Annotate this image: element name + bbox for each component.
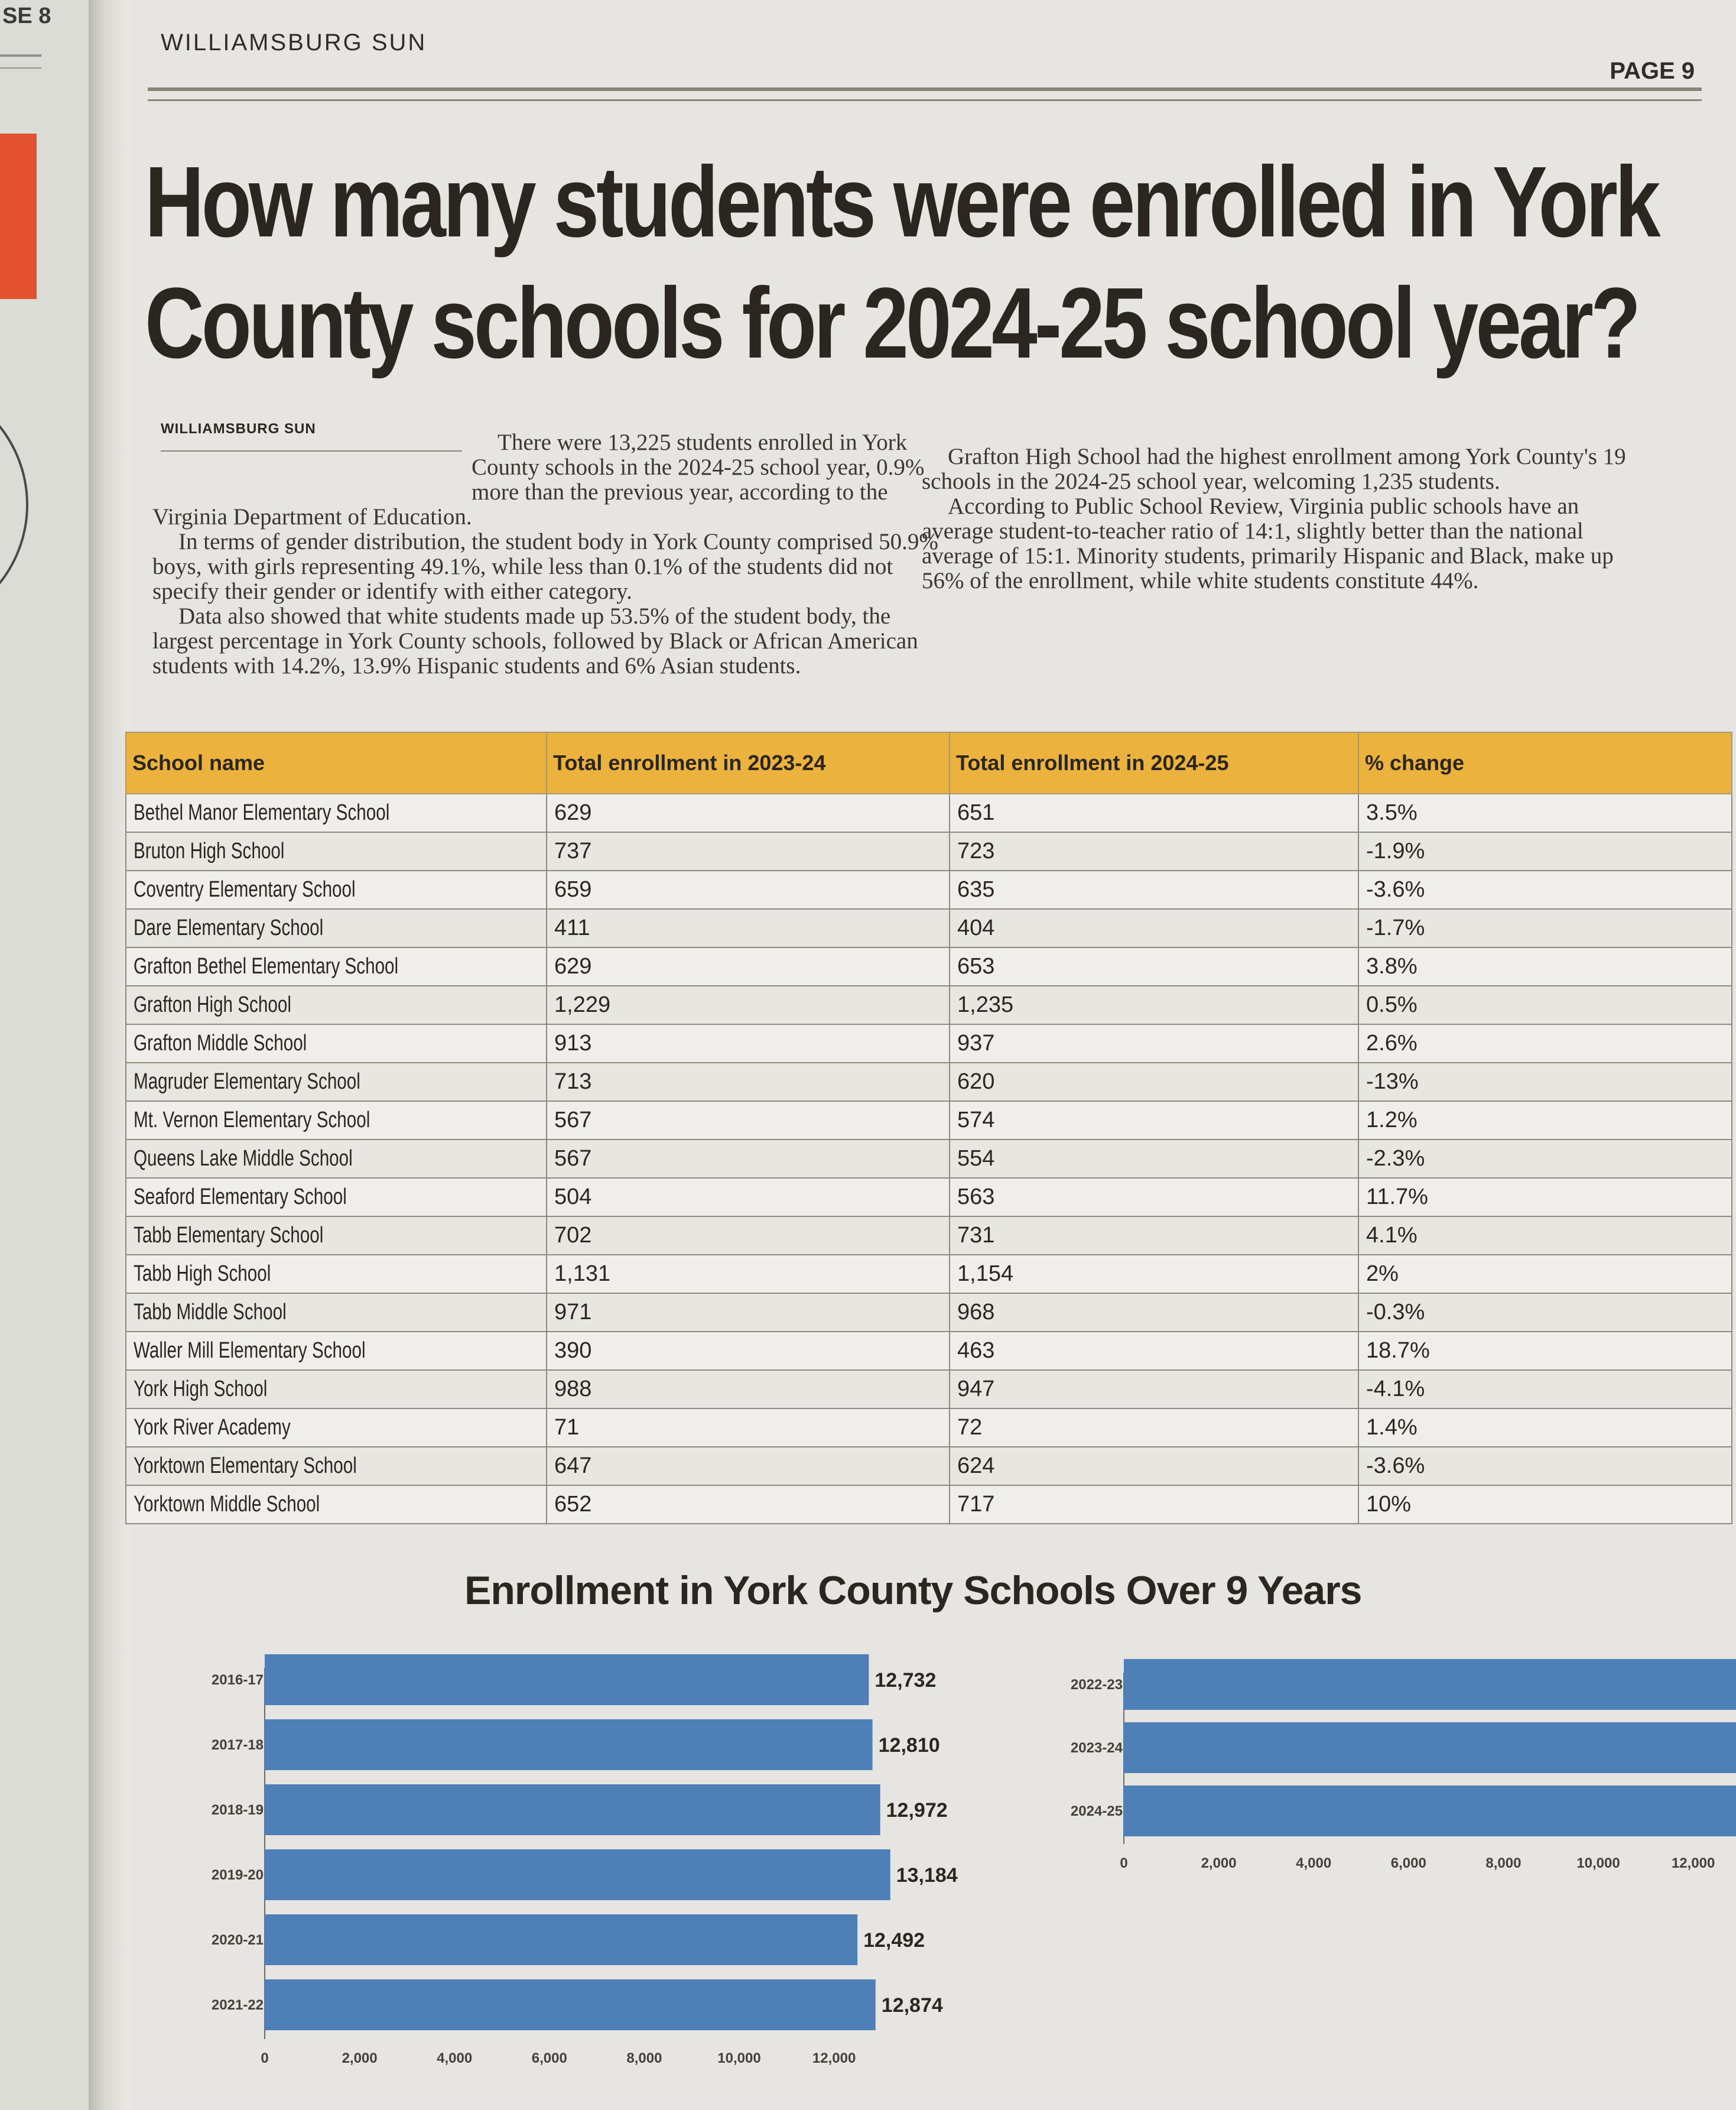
cell-enrollment-2023-24: 647 — [547, 1447, 950, 1485]
table-row — [126, 1255, 1732, 1293]
x-tick-label: 8,000 — [1485, 1855, 1522, 1871]
cell-enrollment-2024-25: 72 — [950, 1408, 1358, 1447]
bar-2017-18 — [265, 1719, 873, 1770]
cell-enrollment-2023-24: 567 — [547, 1101, 950, 1140]
cell-percent-change: 0.5% — [1358, 986, 1732, 1024]
value-label: 12,874 — [881, 1994, 943, 2017]
cell-school-name — [126, 1178, 547, 1216]
cell-enrollment-2024-25: 651 — [950, 794, 1358, 832]
y-tick-label: 2017-18 — [211, 1737, 264, 1753]
cell-enrollment-2023-24: 504 — [547, 1178, 950, 1216]
table-row — [126, 947, 1732, 986]
value-label: 12,732 — [874, 1669, 937, 1692]
table-header-row — [126, 732, 1732, 794]
table-body — [126, 794, 1732, 1524]
x-tick-label: 4,000 — [437, 2050, 473, 2066]
cell-enrollment-2024-25: 968 — [950, 1293, 1358, 1332]
cell-enrollment-2024-25: 1,235 — [950, 986, 1358, 1024]
cell-percent-change: 11.7% — [1358, 1178, 1732, 1216]
table-row — [126, 1216, 1732, 1255]
cell-percent-change: 1.2% — [1358, 1101, 1732, 1140]
x-tick-label: 10,000 — [1576, 1855, 1620, 1871]
cell-school-name — [126, 1293, 547, 1332]
article-paragraph-3: Data also showed that white students made up 53.5% of the student body, the largest percentage in York County schools, followed by Black or African American students with 14.2%, 13.9% Hispanic students and 6% Asian students. — [152, 603, 918, 679]
school-name-text: Seaford Elementary School — [134, 1184, 347, 1209]
y-tick-label: 2022-23 — [1070, 1677, 1123, 1693]
cell-enrollment-2024-25: 937 — [950, 1024, 1358, 1063]
cell-enrollment-2023-24: 988 — [547, 1370, 950, 1408]
page-number: PAGE 9 — [1610, 58, 1695, 84]
x-tick-label: 12,000 — [1671, 1855, 1715, 1871]
cell-school-name — [126, 1063, 547, 1101]
cell-enrollment-2023-24: 971 — [547, 1293, 950, 1332]
x-tick-label: 6,000 — [1390, 1855, 1426, 1871]
table-row — [126, 1063, 1732, 1101]
school-name-text: Grafton Bethel Elementary School — [134, 954, 399, 979]
cell-percent-change: 2% — [1358, 1255, 1732, 1293]
previous-page-red-block — [0, 134, 37, 299]
x-tick-label: 12,000 — [812, 2050, 856, 2066]
cell-school-name — [126, 947, 547, 986]
cell-enrollment-2023-24: 567 — [547, 1140, 950, 1178]
bar-2018-19 — [265, 1784, 880, 1835]
masthead: WILLIAMSBURG SUN — [161, 30, 427, 56]
cell-enrollment-2023-24: 713 — [547, 1063, 950, 1101]
cell-enrollment-2023-24: 629 — [547, 794, 950, 832]
bar-2019-20 — [265, 1849, 890, 1900]
cell-enrollment-2024-25: 723 — [950, 832, 1358, 871]
table-row — [126, 1024, 1732, 1063]
value-label: 13,184 — [896, 1864, 958, 1887]
bar-2024-25 — [1124, 1786, 1736, 1836]
y-tick-label: 2016-17 — [211, 1672, 264, 1688]
cell-percent-change: -0.3% — [1358, 1293, 1732, 1332]
table-row — [126, 909, 1732, 947]
table-row — [126, 794, 1732, 832]
cell-school-name — [126, 871, 547, 909]
cell-school-name — [126, 1140, 547, 1178]
x-tick-label: 10,000 — [717, 2050, 761, 2066]
table-row — [126, 1293, 1732, 1332]
y-tick-label: 2024-25 — [1070, 1803, 1123, 1819]
bar-2020-21 — [265, 1914, 857, 1965]
cell-enrollment-2023-24: 629 — [547, 947, 950, 986]
table-row — [126, 1447, 1732, 1485]
y-tick-label: 2020-21 — [211, 1932, 264, 1948]
header-enrollment-2023-24: Total enrollment in 2023-24 — [547, 732, 950, 794]
cell-enrollment-2024-25: 717 — [950, 1485, 1358, 1524]
cell-enrollment-2023-24: 71 — [547, 1408, 950, 1447]
cell-school-name — [126, 909, 547, 947]
cell-school-name — [126, 794, 547, 832]
cell-percent-change: -4.1% — [1358, 1370, 1732, 1408]
cell-school-name — [126, 1408, 547, 1447]
cell-percent-change: -3.6% — [1358, 1447, 1732, 1485]
cell-percent-change: -1.9% — [1358, 832, 1732, 871]
school-name-text: Bethel Manor Elementary School — [134, 800, 390, 825]
cell-percent-change: -2.3% — [1358, 1140, 1732, 1178]
school-name-text: Tabb High School — [134, 1261, 271, 1286]
school-name-text: Dare Elementary School — [134, 916, 324, 940]
article-paragraph-1: There were 13,225 students enrolled in York County schools in the 2024-25 school year, 0.9% more than the previous year, according to the Virginia Department of Education. — [152, 430, 925, 530]
x-tick-label: 0 — [1120, 1855, 1128, 1871]
y-tick-label: 2019-20 — [211, 1867, 264, 1883]
cell-percent-change: 3.5% — [1358, 794, 1732, 832]
cell-school-name — [126, 1216, 547, 1255]
table-row — [126, 1178, 1732, 1216]
newspaper-page — [118, 0, 1736, 2110]
cell-school-name — [126, 1370, 547, 1408]
cell-percent-change: 18.7% — [1358, 1332, 1732, 1370]
table-row — [126, 1370, 1732, 1408]
bar-2016-17 — [265, 1654, 869, 1705]
headline-line-1: How many students were enrolled in York — [145, 146, 1658, 258]
table-row — [126, 1408, 1732, 1447]
x-tick-label: 4,000 — [1296, 1855, 1332, 1871]
cell-percent-change: 10% — [1358, 1485, 1732, 1524]
cell-percent-change: 1.4% — [1358, 1408, 1732, 1447]
table-row — [126, 832, 1732, 871]
enrollment-table — [125, 732, 1732, 1524]
cell-enrollment-2023-24: 737 — [547, 832, 950, 871]
cell-enrollment-2024-25: 731 — [950, 1216, 1358, 1255]
cell-enrollment-2023-24: 1,131 — [547, 1255, 950, 1293]
school-name-text: Bruton High School — [134, 839, 285, 864]
cell-enrollment-2024-25: 404 — [950, 909, 1358, 947]
article-column-1 — [152, 430, 944, 679]
school-name-text: Grafton High School — [134, 992, 291, 1017]
cell-percent-change: -13% — [1358, 1063, 1732, 1101]
cell-enrollment-2023-24: 1,229 — [547, 986, 950, 1024]
cell-enrollment-2023-24: 659 — [547, 871, 950, 909]
cell-enrollment-2023-24: 913 — [547, 1024, 950, 1063]
article-paragraph-4: Grafton High School had the highest enrollment among York County's 19 schools in the 2024-25 school year, welcoming 1,235 students. — [922, 444, 1626, 494]
cell-percent-change: 3.8% — [1358, 947, 1732, 986]
header-rule — [148, 87, 1702, 101]
bar-2023-24 — [1124, 1722, 1736, 1773]
school-name-text: Magruder Elementary School — [134, 1069, 360, 1094]
cell-enrollment-2023-24: 411 — [547, 909, 950, 947]
cell-enrollment-2024-25: 947 — [950, 1370, 1358, 1408]
school-name-text: York High School — [134, 1377, 268, 1401]
school-name-text: Coventry Elementary School — [134, 877, 356, 902]
school-name-text: Tabb Middle School — [134, 1300, 287, 1325]
previous-page-number: SE 8 — [2, 4, 51, 28]
bar-2022-23 — [1124, 1659, 1736, 1710]
cell-enrollment-2023-24: 702 — [547, 1216, 950, 1255]
cell-percent-change: 4.1% — [1358, 1216, 1732, 1255]
article-paragraph-5: According to Public School Review, Virginia public schools have an average student-to-teacher ratio of 14:1, slightly better than the national average of 15:1. Minority students, primarily Hispanic and Black, make up 56% of the enrollment, while white students constitute 44%. — [922, 494, 1614, 593]
cell-enrollment-2024-25: 463 — [950, 1332, 1358, 1370]
school-name-text: Grafton Middle School — [134, 1031, 307, 1056]
cell-enrollment-2023-24: 652 — [547, 1485, 950, 1524]
cell-school-name — [126, 832, 547, 871]
school-name-text: Mt. Vernon Elementary School — [134, 1108, 370, 1132]
header-percent-change: % change — [1358, 732, 1732, 794]
cell-school-name — [126, 1485, 547, 1524]
cell-percent-change: 2.6% — [1358, 1024, 1732, 1063]
school-name-text: Yorktown Middle School — [134, 1492, 320, 1517]
table-row — [126, 1332, 1732, 1370]
article-column-2 — [922, 444, 1631, 593]
school-name-text: Waller Mill Elementary School — [134, 1338, 366, 1363]
cell-enrollment-2024-25: 635 — [950, 871, 1358, 909]
header-school-name: School name — [126, 732, 547, 794]
x-tick-label: 8,000 — [626, 2050, 662, 2066]
school-name-text: Tabb Elementary School — [134, 1223, 324, 1248]
y-tick-label: 2018-19 — [211, 1802, 264, 1818]
table-row — [126, 1485, 1732, 1524]
bar-2021-22 — [265, 1979, 876, 2030]
cell-percent-change: -1.7% — [1358, 909, 1732, 947]
value-label: 12,810 — [878, 1734, 940, 1757]
table-row — [126, 871, 1732, 909]
table-row — [126, 1140, 1732, 1178]
value-label: 12,972 — [886, 1799, 948, 1822]
previous-page — [0, 0, 89, 2110]
header-enrollment-2024-25: Total enrollment in 2024-25 — [950, 732, 1358, 794]
school-name-text: York River Academy — [134, 1415, 291, 1440]
cell-enrollment-2024-25: 1,154 — [950, 1255, 1358, 1293]
cell-enrollment-2024-25: 620 — [950, 1063, 1358, 1101]
cell-enrollment-2023-24: 390 — [547, 1332, 950, 1370]
school-name-text: Yorktown Elementary School — [134, 1453, 357, 1478]
cell-enrollment-2024-25: 554 — [950, 1140, 1358, 1178]
table-row — [126, 986, 1732, 1024]
byline: WILLIAMSBURG SUN — [161, 421, 316, 437]
table-row — [126, 1101, 1732, 1140]
chart-title: Enrollment in York County Schools Over 9 Years — [464, 1568, 1362, 1613]
previous-page-rule — [0, 54, 41, 69]
enrollment-chart-right — [910, 1649, 1736, 1885]
cell-percent-change: -3.6% — [1358, 871, 1732, 909]
x-tick-label: 6,000 — [531, 2050, 567, 2066]
x-tick-label: 2,000 — [1201, 1855, 1237, 1871]
headline-line-2: County schools for 2024-25 school year? — [145, 267, 1639, 379]
article-paragraph-2: In terms of gender distribution, the student body in York County comprised 50.9% boys, with girls representing 49.1%, while less than 0.1% of the students did not specify their gender or identify with either category. — [152, 529, 938, 604]
enrollment-chart-left — [130, 1637, 958, 2075]
cell-enrollment-2024-25: 574 — [950, 1101, 1358, 1140]
value-label: 12,492 — [863, 1929, 925, 1952]
y-tick-label: 2021-22 — [211, 1997, 264, 2013]
cell-school-name — [126, 986, 547, 1024]
school-name-text: Queens Lake Middle School — [134, 1146, 353, 1171]
cell-enrollment-2024-25: 653 — [950, 947, 1358, 986]
cell-enrollment-2024-25: 624 — [950, 1447, 1358, 1485]
previous-page-arc — [0, 378, 28, 631]
cell-school-name — [126, 1024, 547, 1063]
cell-school-name — [126, 1255, 547, 1293]
cell-enrollment-2024-25: 563 — [950, 1178, 1358, 1216]
cell-school-name — [126, 1447, 547, 1485]
cell-school-name — [126, 1332, 547, 1370]
headline — [145, 142, 1658, 384]
x-tick-label: 0 — [261, 2050, 269, 2066]
cell-school-name — [126, 1101, 547, 1140]
x-tick-label: 2,000 — [342, 2050, 378, 2066]
y-tick-label: 2023-24 — [1070, 1740, 1123, 1756]
